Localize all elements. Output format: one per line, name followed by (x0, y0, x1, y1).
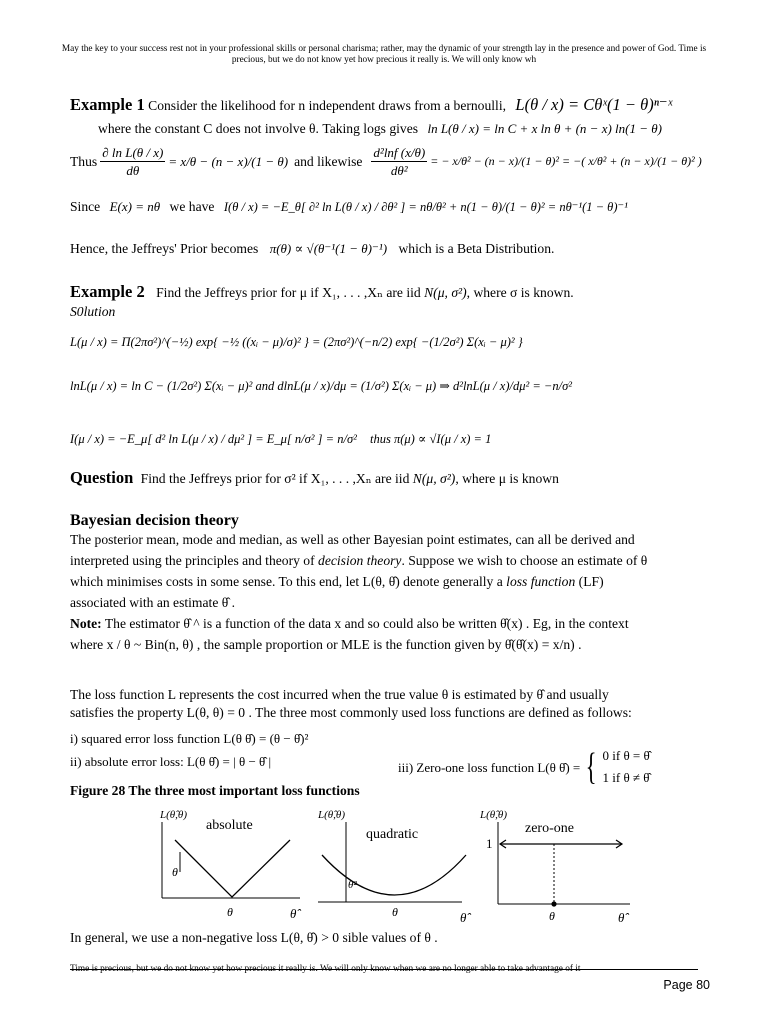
example-1-label: Example 1 (70, 95, 145, 114)
note-line-2: where x / θ ~ Bin(n, θ) , the sample proportion or MLE is the function given by θ̂(θ̂(x) = x/n) . (70, 637, 582, 652)
example-1-constant-text: where the constant C does not involve θ. Taking logs gives (98, 121, 419, 136)
example-2-distribution: N(μ, σ²) (424, 285, 467, 300)
page-footer: Time is precious, but we do not know yet how precious it really is. We will only know when we are no longer able to take advantage of it (70, 964, 581, 974)
since-label: Since (70, 199, 101, 214)
absolute-xlabel: θ̂ (290, 906, 297, 921)
loss-paragraph (70, 686, 710, 722)
bernoulli-likelihood: L(θ / x) = Cθˣ(1 − θ)ⁿ⁻ˣ (515, 95, 673, 114)
example-2-line (70, 283, 574, 301)
closing-line: In general, we use a non-negative loss L(θ, θ̂) > 0 sible values of θ . (70, 930, 438, 945)
zero-one-cases (603, 745, 650, 789)
zero-one-point (551, 901, 556, 906)
second-derivative-rhs: = − x/θ² − (n − x)/(1 − θ)² = −( x/θ² + (n − x)/(1 − θ)² ) (430, 154, 702, 168)
first-derivative-rhs: = x/θ − (n − x)/(1 − θ) (168, 154, 289, 169)
intro-line-2: interpreted using the principles and theory of decision theory. Suppose we wish to choose an estimate of θ (70, 553, 648, 568)
absolute-left-label: θ (172, 865, 178, 879)
first-derivative-denominator: dθ (126, 163, 140, 178)
likewise-label: and likewise (294, 154, 363, 169)
zero-one-center-label: θ (549, 909, 555, 923)
we-have-label: we have (169, 199, 215, 214)
absolute-name: absolute (206, 818, 253, 833)
page-header: May the key to your success rest not in your professional skills or personal charisma; rather, may the dynamic of your strength lay in the presence and power of God. Time is precious, but we do not know yet how precious it really is. We will only know wh (61, 44, 707, 65)
quadratic-left-label: θ² (348, 879, 357, 891)
quadratic-xlabel: θ̂ (460, 910, 467, 925)
beta-distribution-text: which is a Beta Distribution. (398, 241, 555, 256)
example-1-line (70, 96, 672, 114)
section-title: Bayesian decision theory (70, 512, 239, 529)
intro-paragraph (70, 529, 710, 655)
first-derivative-fraction (100, 144, 165, 179)
footer-rule (70, 969, 698, 970)
second-derivative-fraction (371, 144, 427, 179)
expectation: E(x) = nθ (109, 199, 161, 214)
question-known: , where μ is known (455, 471, 559, 486)
example-1-line2 (98, 120, 662, 137)
absolute-loss-panel (159, 809, 301, 921)
first-derivative-numerator: ∂ ln L(θ / x) (102, 145, 164, 160)
quadratic-center-label: θ (392, 905, 398, 919)
normal-likelihood-equation: L(μ / x) = Π(2πσ²)^(−½) exp{ −½ ((xᵢ − μ)/σ)² } = (2πσ²)^(−n/2) exp{ −(1/2σ²) Σ(xᵢ − μ)² } (70, 335, 523, 349)
intro-line-4: associated with an estimate θ̂ . (70, 595, 236, 610)
example-2-known: , where σ is known. (466, 285, 574, 300)
brace-symbol: { (585, 746, 597, 788)
question-iid: X₁, . . . ,Xₙ are iid (310, 471, 410, 486)
intro-line-3: which minimises costs in some sense. To this end, let L(θ, θ̂) denote generally a loss function (LF) (70, 574, 604, 589)
absolute-center-label: θ (227, 905, 233, 919)
intro-line-1: The posterior mean, mode and median, as well as other Bayesian point estimates, can all be derived and (70, 532, 635, 547)
question-distribution: N(μ, σ²) (412, 471, 456, 486)
normal-information-line (70, 431, 491, 447)
second-derivative-denominator: dθ² (390, 163, 408, 178)
page-number: Page 80 (663, 978, 710, 992)
thus-label: Thus (70, 154, 98, 169)
example-2-text: Find the Jeffreys prior for μ if (156, 285, 319, 300)
question-text: Find the Jeffreys prior for σ² if (140, 471, 308, 486)
zero-one-one-label: 1 (486, 836, 493, 851)
example-1-information (70, 198, 628, 216)
example-1-derivatives (70, 144, 702, 179)
normal-jeffreys-prior: thus π(μ) ∝ √I(μ / x) = 1 (369, 432, 492, 446)
absolute-error-item: ii) absolute error loss: L(θ θ̂) = | θ − θ̂ | (70, 754, 272, 769)
zero-one-xlabel: θ̂ (618, 910, 625, 925)
zero-one-label: iii) Zero-one loss function L(θ θ̂) = (398, 759, 581, 775)
second-derivative-numerator: d²lnf (x/θ) (373, 145, 426, 160)
normal-fisher-information: I(μ / x) = −E_μ[ d² ln L(μ / x) / dμ² ] = E_μ[ n/σ² ] = n/σ² (70, 432, 357, 446)
hence-text: Hence, the Jeffreys' Prior becomes (70, 241, 259, 256)
zero-one-ylabel: L(θ̂,θ) (480, 809, 508, 821)
jeffreys-prior-bernoulli: π(θ) ∝ √(θ⁻¹(1 − θ)⁻¹) (269, 241, 388, 256)
quadratic-loss-curve (322, 855, 466, 895)
case-equal: 0 if θ = θ̂ (602, 748, 650, 763)
absolute-ylabel: L(θ̂,θ) (160, 809, 188, 821)
example-1-text: Consider the likelihood for n independent draws from a bernoulli, (148, 98, 507, 113)
question-label: Question (70, 468, 134, 487)
loss-line-1: The loss function L represents the cost incurred when the true value θ is estimated by θ̂ and usually (70, 687, 609, 702)
quadratic-ylabel: L(θ̂,θ) (318, 809, 346, 821)
case-not-equal: 1 if θ ≠ θ̂ (602, 770, 650, 785)
solution-label: S0lution (70, 304, 116, 319)
example-2-label: Example 2 (70, 282, 145, 301)
quadratic-loss-panel (317, 809, 471, 925)
zero-one-item (398, 745, 650, 789)
log-likelihood: ln L(θ / x) = ln C + x ln θ + (n − x) ln(1 − θ) (427, 121, 662, 136)
quadratic-name: quadratic (366, 827, 419, 842)
note-label: Note: (70, 616, 102, 631)
example-2-iid: X₁, . . . ,Xₙ are iid (322, 285, 421, 300)
loss-functions-figure (150, 800, 710, 930)
example-1-prior-line (70, 240, 554, 257)
zero-one-name: zero-one (525, 821, 574, 836)
question-line (70, 469, 559, 487)
figure-caption: Figure 28 The three most important loss functions (70, 783, 360, 798)
note-line-1: Note: The estimator θ̂ ^ is a function of the data x and so could also be written θ̂(x) . Eg, in the context (70, 616, 629, 631)
fisher-information-bernoulli: I(θ / x) = −E_θ[ ∂² ln L(θ / x) / ∂θ² ] = nθ/θ² + n(1 − θ)/(1 − θ)² = nθ⁻¹(1 − θ)⁻¹ (223, 200, 628, 214)
normal-log-likelihood-equation: lnL(μ / x) = ln C − (1/2σ²) Σ(xᵢ − μ)² and dlnL(μ / x)/dμ = (1/σ²) Σ(xᵢ − μ) ⇒ d²lnL(μ / x)/dμ² = −n/σ² (70, 379, 572, 393)
squared-error-item: i) squared error loss function L(θ θ̂) = (θ − θ̂)² (70, 731, 309, 746)
loss-line-2: satisfies the property L(θ, θ) = 0 . The three most commonly used loss functions are defined as follows: (70, 705, 632, 720)
absolute-loss-curve (175, 840, 290, 897)
zero-one-loss-panel (479, 809, 630, 925)
